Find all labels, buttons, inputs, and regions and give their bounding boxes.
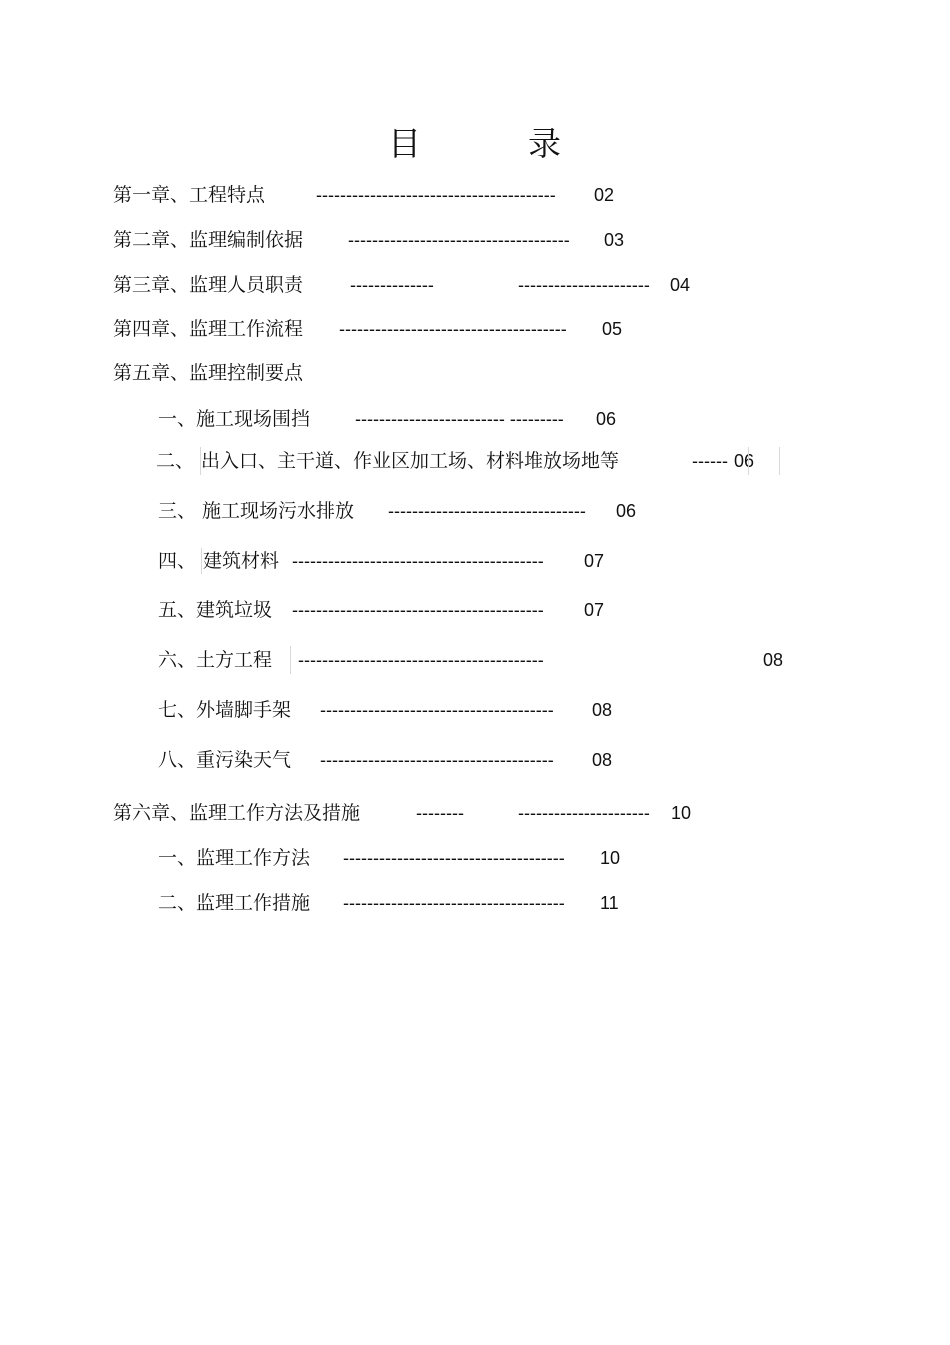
toc-entry bbox=[0, 272, 950, 298]
toc-entry bbox=[0, 360, 950, 386]
field-box-mark bbox=[290, 646, 291, 674]
toc-entry-number: 二、 bbox=[156, 450, 195, 472]
toc-page-number: 08 bbox=[592, 750, 613, 770]
toc-leader: ----------------------------------------- bbox=[298, 650, 544, 670]
toc-entry-label: 二、监理工作措施 bbox=[158, 892, 311, 914]
toc-entry-label: 建筑材料 bbox=[203, 550, 280, 572]
toc-page-number: 04 bbox=[670, 275, 691, 295]
toc-page-number: 07 bbox=[584, 551, 605, 571]
toc-page-number: 08 bbox=[592, 700, 613, 720]
toc-entry-label: 第四章、监理工作流程 bbox=[113, 318, 304, 340]
toc-entry bbox=[0, 647, 950, 673]
toc-page-number: 08 bbox=[763, 650, 784, 670]
field-box-mark bbox=[200, 447, 201, 475]
field-box-mark bbox=[779, 447, 780, 475]
toc-entry bbox=[0, 890, 950, 916]
toc-leader: -------- bbox=[416, 803, 464, 823]
toc-page-number: 07 bbox=[584, 600, 605, 620]
toc-entry-label: 六、土方工程 bbox=[158, 649, 273, 671]
toc-leader: -------------------------------------- bbox=[339, 319, 567, 339]
toc-leader: --------------------------------------- bbox=[320, 700, 554, 720]
toc-page-number: 10 bbox=[600, 848, 621, 868]
toc-entry-label: 第一章、工程特点 bbox=[113, 184, 266, 206]
toc-title-char-1: 目 bbox=[388, 124, 421, 163]
toc-entry-label: 一、施工现场围挡 bbox=[158, 408, 311, 430]
toc-entry-label: 一、监理工作方法 bbox=[158, 847, 311, 869]
toc-leader: ------ bbox=[692, 451, 728, 471]
toc-entry-label: 第六章、监理工作方法及措施 bbox=[113, 802, 361, 824]
toc-leader: ------------------------------------------ bbox=[292, 551, 544, 571]
toc-entry bbox=[0, 498, 950, 524]
toc-entry-label: 八、重污染天气 bbox=[158, 749, 292, 771]
toc-title-char-2: 录 bbox=[528, 124, 561, 163]
toc-entry bbox=[0, 316, 950, 342]
toc-entry-number: 三、 bbox=[158, 500, 197, 522]
toc-entry-label: 第二章、监理编制依据 bbox=[113, 229, 304, 251]
toc-entry bbox=[0, 406, 950, 432]
toc-page-number: 11 bbox=[600, 893, 619, 913]
field-box-mark bbox=[748, 447, 749, 475]
toc-leader: ---------------------- bbox=[518, 803, 650, 823]
toc-entry-label: 出入口、主干道、作业区加工场、材料堆放场地等 bbox=[201, 450, 620, 472]
toc-entry-number: 四、 bbox=[158, 550, 197, 572]
toc-leader: ------------------------------------- bbox=[343, 848, 565, 868]
toc-page-number: 06 bbox=[596, 409, 617, 429]
toc-entry bbox=[0, 182, 950, 208]
toc-entry-label: 第三章、监理人员职责 bbox=[113, 274, 304, 296]
toc-leader: --------------------------------- bbox=[388, 501, 586, 521]
toc-leader: ---------------------- bbox=[518, 275, 650, 295]
field-box-mark bbox=[201, 548, 202, 574]
toc-page-number: 06 bbox=[734, 451, 755, 471]
toc-leader: ---------------------------------------- bbox=[316, 185, 556, 205]
toc-entry bbox=[0, 597, 950, 623]
toc-entry bbox=[0, 845, 950, 871]
toc-entry bbox=[0, 448, 950, 474]
toc-entry bbox=[0, 227, 950, 253]
toc-page-number: 05 bbox=[602, 319, 623, 339]
toc-entry bbox=[0, 800, 950, 826]
toc-entry bbox=[0, 747, 950, 773]
toc-leader: ------------------------- --------- bbox=[355, 409, 564, 429]
toc-page-number: 03 bbox=[604, 230, 625, 250]
toc-page-number: 10 bbox=[671, 803, 692, 823]
toc-entry-label: 第五章、监理控制要点 bbox=[113, 362, 304, 384]
toc-entry-label: 五、建筑垃圾 bbox=[158, 599, 273, 621]
toc-leader: --------------------------------------- bbox=[320, 750, 554, 770]
toc-leader: ------------------------------------------ bbox=[292, 600, 544, 620]
toc-leader: -------------- bbox=[350, 275, 434, 295]
toc-entry bbox=[0, 548, 950, 574]
toc-entry bbox=[0, 697, 950, 723]
toc-leader: ------------------------------------- bbox=[348, 230, 570, 250]
toc-leader: ------------------------------------- bbox=[343, 893, 565, 913]
toc-entry-label: 施工现场污水排放 bbox=[202, 500, 355, 522]
toc-page-number: 06 bbox=[616, 501, 637, 521]
toc-page-number: 02 bbox=[594, 185, 615, 205]
toc-entry-label: 七、外墙脚手架 bbox=[158, 699, 292, 721]
